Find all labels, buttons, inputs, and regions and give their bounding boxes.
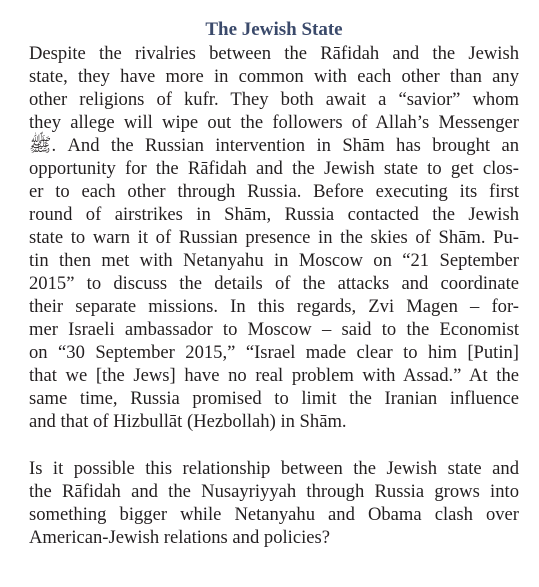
- text-line: that we [the Jews] have no real problem with Assad.” At the: [29, 365, 519, 386]
- text-line: opportunity for the Rāfidah and the Jewish state to get clos-: [29, 158, 519, 179]
- text-line: mer Israeli ambassador to Moscow – said to the Economist: [29, 319, 519, 340]
- text-line: tin then met with Netanyahu in Moscow on “21 September: [29, 250, 519, 271]
- text-line: 2015” to discuss the details of the attacks and coordinate: [29, 273, 519, 294]
- text-line: ﷺ. And the Russian intervention in Shām has brought an: [29, 135, 519, 156]
- text-line: they allege will wipe out the followers of Allah’s Messenger: [29, 112, 519, 133]
- text-line: state, they have more in common with each other than any: [29, 66, 519, 87]
- article: [29, 18, 519, 549]
- text-line: American-Jewish relations and policies?: [29, 527, 331, 548]
- text-line: Despite the rivalries between the Rāfidah and the Jewish: [29, 43, 519, 64]
- text-line: their separate missions. In this regards, Zvi Magen – for-: [29, 296, 519, 317]
- article-paragraph-1: [29, 42, 519, 433]
- text-line: on “30 September 2015,” “Israel made clear to him [Putin]: [29, 342, 519, 363]
- text-line: the Rāfidah and the Nusayriyyah through Russia grows into: [29, 481, 519, 502]
- text-line: something bigger while Netanyahu and Obama clash over: [29, 504, 519, 525]
- text-line: same time, Russia promised to limit the Iranian influence: [29, 388, 519, 409]
- text-line: other religions of kufr. They both await a “savior” whom: [29, 89, 519, 110]
- text-line: er to each other through Russia. Before executing its first: [29, 181, 519, 202]
- article-paragraph-2: [29, 457, 519, 549]
- text-line: round of airstrikes in Shām, Russia contacted the Jewish: [29, 204, 519, 225]
- article-heading: The Jewish State: [205, 19, 343, 40]
- paragraph-spacer: [29, 433, 519, 457]
- text-line: state to warn it of Russian presence in the skies of Shām. Pu-: [29, 227, 519, 248]
- text-line: Is it possible this relationship between the Jewish state and: [29, 458, 519, 479]
- text-line: and that of Hizbullāt (Hezbollah) in Shām.: [29, 411, 347, 432]
